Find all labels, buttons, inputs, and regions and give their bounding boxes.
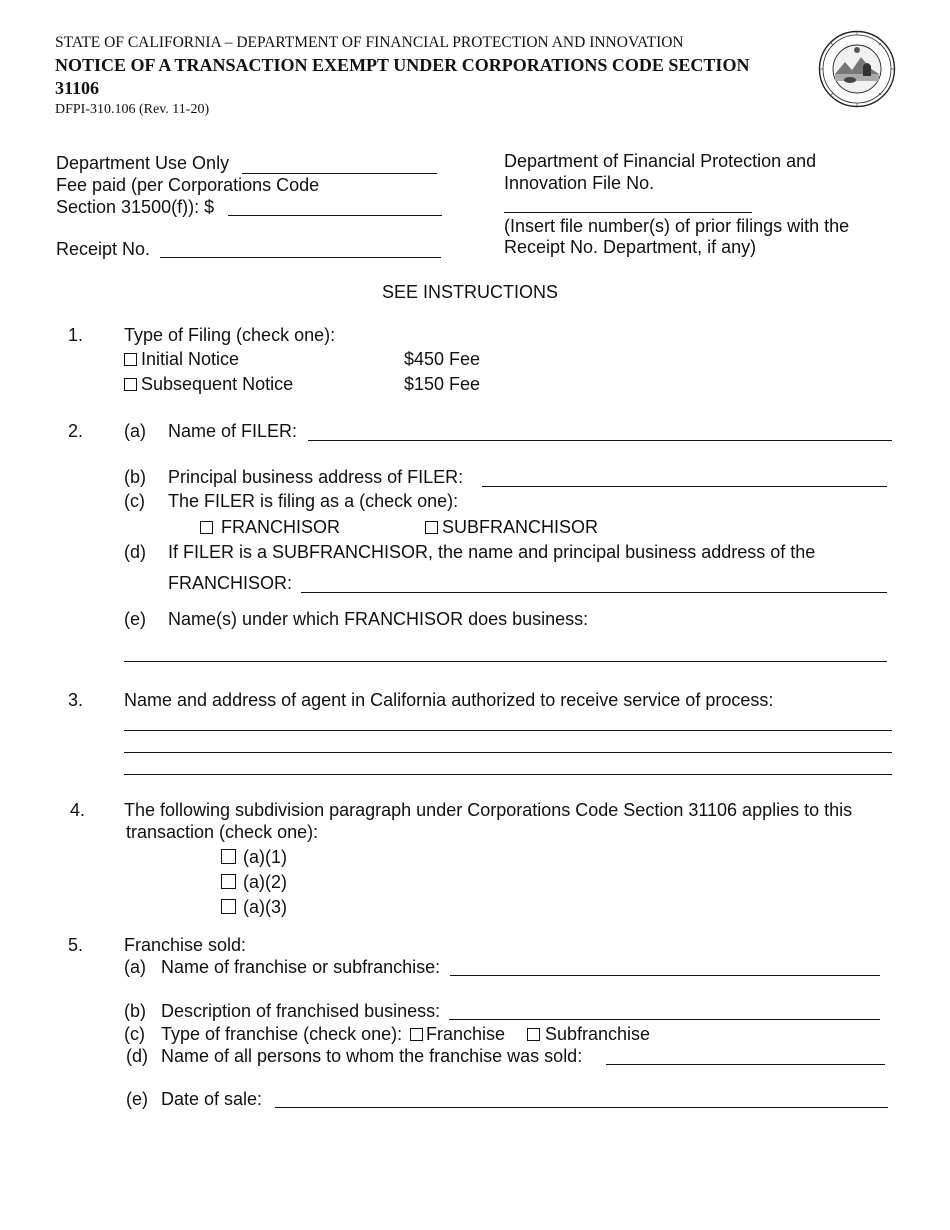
- subsequent-notice-option[interactable]: Subsequent Notice: [124, 374, 293, 395]
- business-description-field[interactable]: [449, 1019, 880, 1020]
- subfranchisor-checkbox[interactable]: [425, 521, 438, 534]
- a1-checkbox[interactable]: [221, 849, 236, 864]
- item-2a-letter: (a): [124, 421, 146, 441]
- item-2c-letter: (c): [124, 491, 145, 511]
- franchisor-name-label: FRANCHISOR:: [168, 573, 293, 593]
- option-a3[interactable]: (a)(3): [221, 897, 287, 918]
- item-4-number: 4.: [70, 800, 86, 820]
- form-title-section: 31106: [55, 78, 100, 98]
- subdivision-label: The following subdivision paragraph under Corporations Code Section 31106 applies to this: [124, 800, 853, 820]
- insert-note: (Insert file number(s) of prior filings with the: [504, 216, 850, 236]
- agent-field-line-1[interactable]: [124, 730, 892, 731]
- form-number: DFPI-310.106 (Rev. 11-20): [55, 102, 210, 117]
- business-names-field[interactable]: [124, 661, 887, 662]
- form-title: NOTICE OF A TRANSACTION EXEMPT UNDER CORPORATIONS CODE SECTION: [55, 55, 750, 75]
- dept-use-label: Department Use Only: [56, 153, 230, 173]
- option-a1[interactable]: (a)(1): [221, 847, 287, 868]
- franchise-type-label: Type of franchise (check one):: [161, 1024, 403, 1044]
- state-seal-icon: [818, 30, 896, 108]
- subfranchisor-note: If FILER is a SUBFRANCHISOR, the name and principal business address of the: [168, 542, 816, 562]
- sale-date-label: Date of sale:: [161, 1089, 263, 1109]
- agent-field-line-3[interactable]: [124, 774, 892, 775]
- filer-address-field[interactable]: [482, 486, 887, 487]
- file-no-field[interactable]: [504, 212, 752, 213]
- franchise-option[interactable]: Franchise: [410, 1024, 505, 1045]
- item-2-number: 2.: [68, 421, 84, 441]
- insert-note-2: Receipt No. Department, if any): [504, 237, 757, 257]
- subsequent-notice-fee: $150 Fee: [404, 374, 481, 394]
- item-2b-letter: (b): [124, 467, 146, 487]
- franchisor-name-field[interactable]: [301, 592, 887, 593]
- initial-notice-option[interactable]: Initial Notice: [124, 349, 239, 370]
- initial-notice-checkbox[interactable]: [124, 353, 137, 366]
- business-description-label: Description of franchised business:: [161, 1001, 441, 1021]
- item-3-number: 3.: [68, 690, 84, 710]
- subfranchisor-option[interactable]: SUBFRANCHISOR: [425, 517, 598, 538]
- a2-checkbox[interactable]: [221, 874, 236, 889]
- franchise-name-field[interactable]: [450, 975, 880, 976]
- item-1-number: 1.: [68, 325, 84, 345]
- file-no-label-2: Innovation File No.: [504, 173, 655, 193]
- item-5c-letter: (c): [124, 1024, 145, 1044]
- dept-use-field[interactable]: [242, 173, 437, 174]
- fee-paid-label: Fee paid (per Corporations Code: [56, 175, 320, 195]
- subfranchise-option[interactable]: Subfranchise: [527, 1024, 650, 1045]
- franchise-checkbox[interactable]: [410, 1028, 423, 1041]
- file-no-label: Department of Financial Protection and: [504, 151, 817, 171]
- see-instructions: SEE INSTRUCTIONS: [382, 282, 559, 302]
- filing-as-label: The FILER is filing as a (check one):: [168, 491, 459, 511]
- item-5b-letter: (b): [124, 1001, 146, 1021]
- filer-address-label: Principal business address of FILER:: [168, 467, 464, 487]
- option-a2[interactable]: (a)(2): [221, 872, 287, 893]
- receipt-label: Receipt No.: [56, 239, 151, 259]
- business-names-label: Name(s) under which FRANCHISOR does business:: [168, 609, 589, 629]
- filer-name-field[interactable]: [308, 440, 892, 441]
- franchise-name-label: Name of franchise or subfranchise:: [161, 957, 441, 977]
- franchisor-checkbox[interactable]: [200, 521, 213, 534]
- item-5a-letter: (a): [124, 957, 146, 977]
- filer-name-label: Name of FILER:: [168, 421, 298, 441]
- purchasers-label: Name of all persons to whom the franchise was sold:: [161, 1046, 583, 1066]
- subsequent-notice-checkbox[interactable]: [124, 378, 137, 391]
- a3-checkbox[interactable]: [221, 899, 236, 914]
- item-2d-letter: (d): [124, 542, 146, 562]
- item-5e-letter: (e): [126, 1089, 148, 1109]
- subfranchise-checkbox[interactable]: [527, 1028, 540, 1041]
- agent-field-line-2[interactable]: [124, 752, 892, 753]
- franchise-sold-label: Franchise sold:: [124, 935, 247, 955]
- sale-date-field[interactable]: [275, 1107, 888, 1108]
- agent-label: Name and address of agent in California authorized to receive service of process:: [124, 690, 774, 710]
- fee-paid-label-2: Section 31500(f)): $: [56, 197, 215, 217]
- item-2e-letter: (e): [124, 609, 146, 629]
- franchisor-option[interactable]: FRANCHISOR: [200, 517, 340, 538]
- filing-type-label: Type of Filing (check one):: [124, 325, 336, 345]
- agency-name: STATE OF CALIFORNIA – DEPARTMENT OF FINANCIAL PROTECTION AND INNOVATION: [55, 34, 684, 51]
- initial-notice-fee: $450 Fee: [404, 349, 481, 369]
- subdivision-label-2: transaction (check one):: [126, 822, 319, 842]
- purchasers-field[interactable]: [606, 1064, 885, 1065]
- receipt-field[interactable]: [160, 257, 441, 258]
- item-5d-letter: (d): [126, 1046, 148, 1066]
- item-5-number: 5.: [68, 935, 84, 955]
- fee-paid-field[interactable]: [228, 215, 442, 216]
